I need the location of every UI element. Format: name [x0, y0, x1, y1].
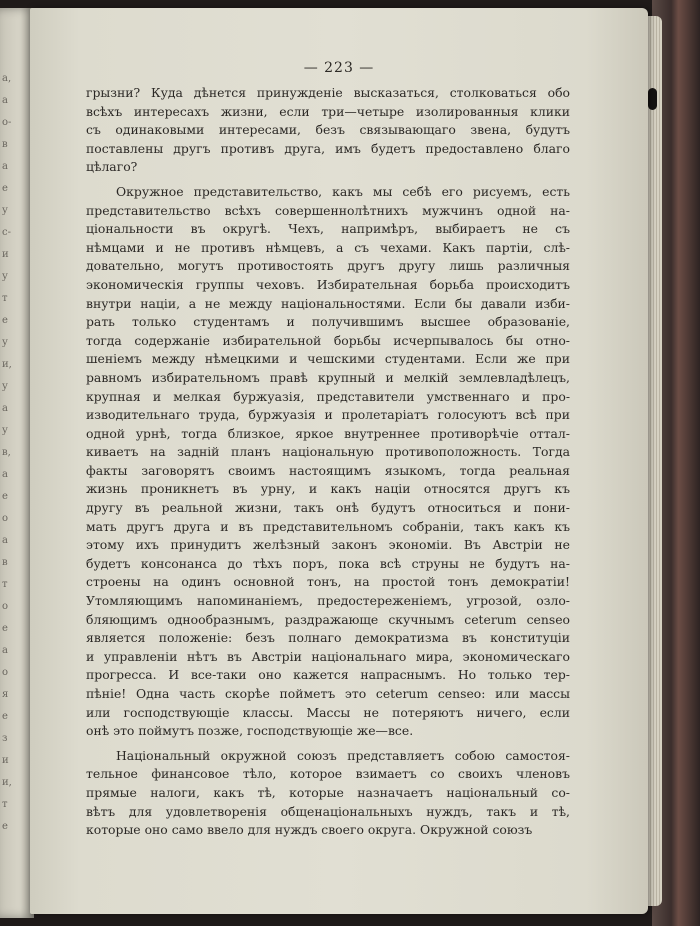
left-margin-fragment: о [2, 667, 9, 678]
text-line: является положеніе: безъ полнаго демократизма въ конституціи [86, 630, 570, 646]
text-line: нѣмцами и не противъ нѣмцевъ, а съ чехами. Какъ партіи, слѣ- [86, 239, 570, 255]
left-margin-fragment: т [2, 579, 8, 590]
left-margin-fragment: а [2, 645, 8, 656]
text-line: всѣхъ интересахъ жизни, если три—четыре изолированныя клики [86, 103, 570, 119]
text-line: съ одинаковыми интересами, безъ связывающаго звена, будутъ [86, 122, 570, 138]
left-margin-fragment: а [2, 469, 8, 480]
text-line: онѣ это поймутъ позже, господствующіе же—все. [86, 723, 414, 739]
text-line: будетъ консонанса до тѣхъ поръ, пока всѣ струны не будутъ на- [86, 555, 570, 571]
text-line: одной урнѣ, тогда близкое, яркое внутреннее противорѣчіе оттал- [86, 425, 570, 441]
left-margin-fragment: а [2, 403, 8, 414]
left-margin-fragment: е [2, 821, 8, 832]
left-margin-fragment: и, [2, 777, 12, 788]
left-margin-fragment: е [2, 711, 8, 722]
left-margin-fragment: о [2, 513, 9, 524]
text-line: ціональности въ округѣ. Чехъ, напримѣръ, выбираетъ не съ [86, 221, 570, 237]
left-margin-fragment: о- [2, 117, 12, 128]
left-margin-fragment: и, [2, 359, 12, 370]
left-margin-fragment: у [2, 381, 8, 392]
left-margin-fragment: и [2, 249, 9, 260]
text-line: или господствующіе классы. Массы не потеряютъ ничего, если [86, 704, 570, 720]
text-line: равномъ избирательномъ правѣ крупный и мелкій землевладѣлецъ, [86, 369, 570, 385]
text-line: грызни? Куда дѣнется принужденіе высказаться, столковаться обо [86, 85, 570, 100]
text-line: Національный окружной союзъ представляетъ собою самостоя- [116, 747, 570, 763]
left-margin-fragment: я [2, 689, 9, 700]
left-margin-fragment: в [2, 557, 8, 568]
page-number: — 223 — [303, 60, 375, 76]
text-line: довательно, могутъ противостоять другъ другу лишь различныя [86, 258, 570, 274]
left-margin-fragment: з [2, 733, 8, 744]
left-margin-fragment: у [2, 337, 8, 348]
left-margin-fragment: в, [2, 447, 11, 458]
text-line: вѣтъ для удовлетворенія общенаціональныхъ нуждъ, такъ и тѣ, [86, 803, 570, 819]
left-margin-fragment: е [2, 491, 8, 502]
text-line: строены на одинъ основной тонъ, на простой тонъ демократіи! [86, 574, 570, 590]
text-line: внутри націи, а не между національностями. Если бы давали изби- [86, 295, 570, 311]
text-line: жизнь проникнетъ въ урну, и какъ націи относятся другъ къ [86, 481, 570, 497]
page-223 [30, 8, 648, 914]
left-margin-fragment: о [2, 601, 9, 612]
text-line: цѣлаго? [86, 159, 138, 175]
left-page-edge [0, 8, 34, 918]
page-body-text [86, 84, 570, 840]
left-margin-fragment: а [2, 535, 8, 546]
text-line: бляющимъ однообразнымъ, раздражающе скучнымъ ceterum censeo [86, 611, 570, 627]
left-margin-fragment: е [2, 623, 8, 634]
text-line: изводительнаго труда, буржуазія и пролетаріатъ голосуютъ всѣ при [86, 407, 570, 423]
text-line: поставлены другъ противъ друга, имъ будетъ предоставлено благо [86, 140, 570, 156]
text-line: представительство всѣхъ совершеннолѣтнихъ мужчинъ одной на- [86, 202, 570, 218]
clasp-icon [648, 88, 657, 110]
text-line: факты заговорятъ своимъ настоящимъ языкомъ, тогда реальная [86, 462, 570, 478]
left-margin-fragment: т [2, 293, 8, 304]
text-line: Утомляющимъ напоминаніемъ, предостереженіемъ, угрозой, озло- [86, 593, 570, 609]
text-line: шеніемъ между нѣмецкими и чешскими студентами. Если же при [86, 351, 570, 367]
left-page-margin-text [2, 68, 28, 838]
text-line: и управленіи нѣтъ въ Австріи національнаго мира, экономическаго [86, 648, 570, 664]
text-line: киваетъ на задній планъ національную противоположность. Тогда [86, 444, 570, 460]
left-margin-fragment: е [2, 315, 8, 326]
text-line: экономическія группы чеховъ. Избирательная борьба происходитъ [86, 276, 570, 292]
left-margin-fragment: у [2, 205, 8, 216]
text-line: Окружное представительство, какъ мы себѣ его рисуемъ, есть [116, 183, 570, 199]
text-line: пѣніе! Одна часть скорѣе пойметъ это ceterum censeo: или массы [86, 686, 570, 701]
left-margin-fragment: в [2, 139, 8, 150]
text-line: которые оно само ввело для нуждъ своего округа. Окружной союзъ [86, 822, 533, 838]
left-margin-fragment: с- [2, 227, 11, 238]
text-line: крупная и мелкая буржуазія, представители умственнаго и про- [86, 388, 570, 404]
left-margin-fragment: у [2, 425, 8, 436]
left-margin-fragment: т [2, 799, 8, 810]
text-line: мать другъ друга и въ представительномъ собраніи, такъ какъ къ [86, 518, 570, 534]
left-margin-fragment: и [2, 755, 9, 766]
text-line: другу въ реальной жизни, такъ онѣ будутъ относиться и пони- [86, 500, 570, 516]
text-line: тогда содержаніе избирательной борьбы исчерпывалось бы отно- [86, 332, 570, 348]
text-line: тельное финансовое тѣло, которое взимаетъ со своихъ членовъ [86, 766, 570, 782]
left-margin-fragment: а, [2, 73, 12, 84]
text-line: прямые налоги, какъ тѣ, которые назначаетъ національный со- [86, 784, 570, 800]
left-margin-fragment: е [2, 183, 8, 194]
left-margin-fragment: а [2, 161, 8, 172]
text-line: прогресса. И все-таки оно кажется напраснымъ. Но только тер- [86, 667, 570, 683]
left-margin-fragment: а [2, 95, 8, 106]
text-line: рать только студентамъ и получившимъ высшее образованіе, [86, 314, 570, 330]
text-line: этому ихъ принудитъ желѣзный законъ экономіи. Въ Австріи не [86, 537, 570, 553]
left-margin-fragment: у [2, 271, 8, 282]
